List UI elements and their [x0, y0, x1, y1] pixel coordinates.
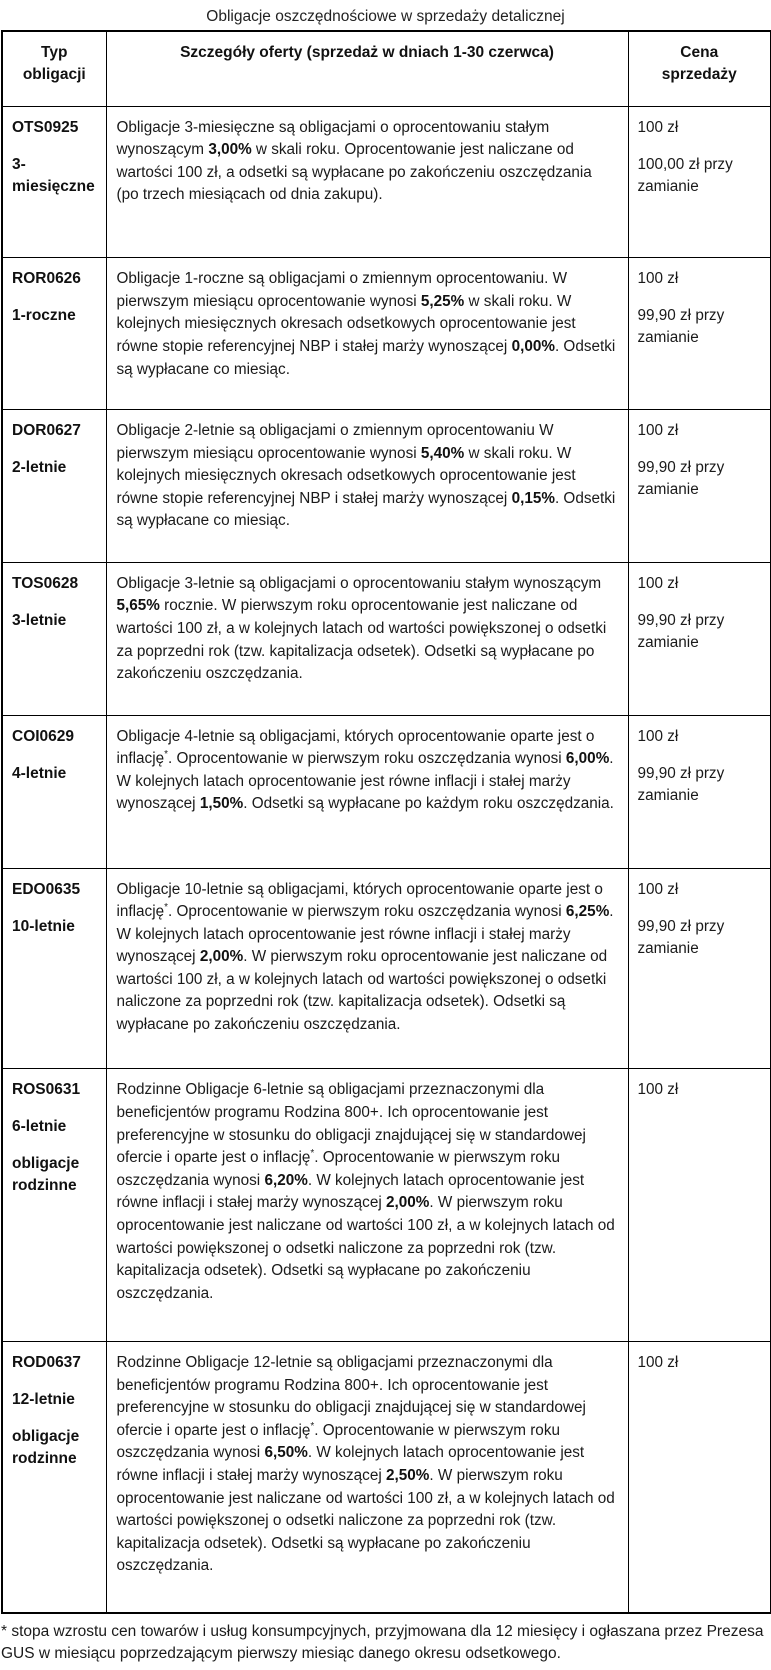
bond-type-cell: [2, 868, 106, 1069]
bond-code: EDO0635: [12, 880, 81, 898]
sale-price: 100 zł: [637, 574, 679, 592]
offer-description: [117, 268, 618, 381]
description-text: . Oprocentowanie w pierwszym roku oszczędzania wynosi: [116, 1421, 560, 1462]
sale-price: 100 zł: [637, 422, 679, 440]
sale-price: 100 zł: [637, 1081, 679, 1099]
bond-code: TOS0628: [12, 574, 79, 592]
header-type-line2: obligacji: [22, 66, 86, 83]
description-text: Obligacje 1-roczne są obligacjami o zmiennym oprocentowaniu. W pierwszym miesiącu oprocentowanie wynosi: [116, 270, 568, 310]
description-text: . W kolejnych latach oprocentowanie jest równe inflacji i stałej marży wynoszącej: [116, 1171, 585, 1212]
price-cell: [628, 410, 771, 563]
description-text: Obligacje 10-letnie są obligacjami, których oprocentowanie oparte jest o inflację: [116, 880, 603, 921]
swap-price: 100,00 zł przy zamianie: [637, 155, 733, 195]
description-text: . Odsetki są wypłacane co miesiąc.: [116, 338, 616, 378]
description-text: w skali roku. W kolejnych miesięcznych okresach odsetkowych oprocentowanie jest równe stopie referencyjnej NBP i stałej marży wynoszącej: [116, 292, 576, 356]
swap-price: 99,90 zł przy zamianie: [637, 917, 725, 957]
sale-price: 100 zł: [637, 727, 679, 745]
rate-value: 6,25%: [565, 903, 610, 921]
description-text: . W pierwszym roku oprocentowanie jest naliczane od wartości 100 zł, a w kolejnych latach od wartości powiększonej o odsetki naliczone za poprzedni rok (tzw. kapitalizacja odsetek). Odsetki są wypłacane po zakończeniu oszczędzania.: [116, 1194, 615, 1302]
description-text: Rodzinne Obligacje 12-letnie są obligacjami przeznaczonymi dla beneficjentów programu Rodzina 800+. Ich oprocentowanie jest preferencyjne w stosunku do obligacji znajdującej się w standardowej ofercie i oparte jest o inflację: [116, 1353, 586, 1439]
bond-term: 2-letnie: [12, 459, 67, 477]
description-text: . Odsetki są wypłacane po każdym roku oszczędzania.: [243, 795, 614, 813]
offer-details-cell: [106, 1069, 628, 1342]
bonds-table: [1, 30, 771, 1614]
bond-type-cell: [2, 258, 106, 410]
table-row: [2, 258, 771, 410]
bond-type-cell: [2, 562, 106, 715]
offer-description: [117, 573, 618, 686]
bond-term: 10-letnie: [12, 917, 75, 935]
price-cell: [628, 715, 771, 868]
description-text: . W pierwszym roku oprocentowanie jest naliczane od wartości 100 zł, a w kolejnych latach od wartości powiększonej o odsetki naliczone za poprzedni rok (tzw. kapitalizacja odsetek). Odsetki są wypłacane po zakończeniu oszczędzania.: [116, 1466, 615, 1575]
offer-details-cell: [106, 868, 628, 1069]
bond-type-cell: [2, 1341, 106, 1613]
header-bond-type: [2, 31, 106, 106]
footnote-marker: *: [310, 1420, 315, 1432]
price-cell: [628, 106, 771, 258]
description-text: . Oprocentowanie w pierwszym roku oszczędzania wynosi: [168, 903, 566, 921]
table-row: [2, 715, 771, 868]
bond-type-cell: [2, 410, 106, 563]
rate-value: 3,00%: [208, 141, 252, 159]
table-row: [2, 106, 771, 258]
sale-price: 100 zł: [637, 270, 679, 288]
sale-price: 100 zł: [637, 1353, 679, 1371]
rate-value: 0,00%: [511, 338, 555, 356]
bond-term: 3-letnie: [12, 611, 67, 629]
offer-details-cell: [106, 1341, 628, 1613]
description-text: . W kolejnych latach oprocentowanie jest równe inflacji i stałej marży wynoszącej: [116, 750, 614, 813]
sale-price: 100 zł: [637, 880, 679, 898]
bond-code: DOR0627: [12, 422, 81, 440]
offer-details-cell: [106, 562, 628, 715]
sale-price: 100 zł: [637, 118, 679, 136]
offer-details-cell: [106, 258, 628, 410]
table-row: [2, 1069, 771, 1342]
header-type-line1: Typ: [41, 44, 68, 61]
description-text: Obligacje 3-letnie są obligacjami o oprocentowaniu stałym wynoszącym: [116, 574, 602, 592]
header-price: [628, 31, 771, 106]
bond-code: OTS0925: [12, 118, 79, 136]
bond-type-cell: [2, 106, 106, 258]
description-text: rocznie. W pierwszym roku oprocentowanie jest naliczane od wartości 100 zł, a w kolejnych latach od wartości powiększonej o odsetki za poprzedni rok (tzw. kapitalizacja odsetek). Odsetki są wypłacane po zakończeniu oszczędzania.: [116, 597, 607, 683]
price-cell: [628, 258, 771, 410]
rate-value: 2,00%: [386, 1194, 430, 1212]
header-price-line1: Cena: [680, 44, 719, 61]
rate-value: 1,50%: [199, 795, 244, 813]
header-details-text: Szczegóły oferty (sprzedaż w dniach 1-30 czerwca): [180, 44, 554, 61]
description-text: Obligacje 4-letnie są obligacjami, których oprocentowanie oparte jest o inflację: [116, 727, 595, 768]
rate-value: 0,15%: [511, 489, 555, 507]
swap-price: 99,90 zł przy zamianie: [637, 611, 725, 651]
footnote-marker: *: [310, 1148, 315, 1160]
header-row: [2, 31, 771, 106]
description-text: Obligacje 2-letnie są obligacjami o zmiennym oprocentowaniu W pierwszym miesiącu oprocentowanie wynosi: [116, 422, 554, 462]
rate-value: 5,65%: [116, 597, 160, 615]
rate-value: 5,40%: [420, 444, 465, 462]
description-text: . W pierwszym roku oprocentowanie jest naliczane od wartości 100 zł, a w kolejnych latach od wartości powiększonej o odsetki naliczone za poprzedni rok (tzw. kapitalizacja odsetek). Odsetki są wypłacane po zakończeniu oszczędzania.: [116, 948, 608, 1034]
bond-term: 1-roczne: [12, 307, 76, 325]
bond-term: 3-miesięczne: [12, 155, 95, 195]
rate-value: 6,00%: [565, 750, 610, 768]
table-row: [2, 868, 771, 1069]
price-cell: [628, 868, 771, 1069]
header-price-line2: sprzedaży: [661, 66, 737, 83]
bond-code: ROS0631: [12, 1081, 81, 1099]
header-offer-details: [106, 31, 628, 106]
bond-term: 4-letnie: [12, 764, 67, 782]
description-text: Obligacje 3-miesięczne są obligacjami o oprocentowaniu stałym wynoszącym: [116, 118, 550, 159]
description-text: . Odsetki są wypłacane co miesiąc.: [116, 489, 616, 530]
bond-term: 12-letnie: [12, 1390, 75, 1408]
table-caption: Obligacje oszczędnościowe w sprzedaży detalicznej: [206, 8, 565, 25]
swap-price: 99,90 zł przy zamianie: [637, 307, 725, 347]
price-cell: [628, 1341, 771, 1613]
footnote-marker: *: [164, 902, 169, 914]
bond-term: 6-letnie: [12, 1118, 67, 1136]
bond-code: ROR0626: [12, 270, 81, 288]
footnote: * stopa wzrostu cen towarów i usług konsumpcyjnych, przyjmowana dla 12 miesięcy i ogłaszana przez Prezesa GUS w miesiącu poprzedzającym pierwszy miesiąc danego okresu odsetkowego.: [1, 1623, 764, 1662]
offer-details-cell: [106, 106, 628, 258]
offer-description: [117, 117, 618, 207]
description-text: Rodzinne Obligacje 6-letnie są obligacjami przeznaczonymi dla beneficjentów programu Rodzina 800+. Ich oprocentowanie jest preferencyjne w stosunku do obligacji znajdującej się w standardowej ofercie i oparte jest o inflację: [116, 1081, 586, 1167]
bond-type-cell: [2, 1069, 106, 1342]
rate-value: 2,00%: [199, 948, 244, 966]
price-cell: [628, 1069, 771, 1342]
swap-price: 99,90 zł przy zamianie: [637, 459, 725, 499]
offer-description: [117, 1352, 618, 1578]
offer-details-cell: [106, 410, 628, 563]
bond-family-label: obligacje rodzinne: [12, 1155, 80, 1195]
description-text: . Oprocentowanie w pierwszym roku oszczędzania wynosi: [168, 750, 566, 768]
offer-description: [117, 726, 618, 816]
bond-code: ROD0637: [12, 1353, 81, 1371]
table-row: [2, 1341, 771, 1613]
offer-description: [117, 420, 618, 533]
footnote-marker: *: [164, 749, 169, 761]
swap-price: 99,90 zł przy zamianie: [637, 764, 725, 804]
description-text: w skali roku. W kolejnych miesięcznych okresach odsetkowych oprocentowanie jest równe stopie referencyjnej NBP i stałej marży wynoszącej: [116, 444, 576, 507]
rate-value: 6,20%: [264, 1171, 308, 1189]
description-text: . W kolejnych latach oprocentowanie jest równe inflacji i stałej marży wynoszącej: [116, 903, 614, 966]
offer-description: [117, 1079, 618, 1305]
offer-details-cell: [106, 715, 628, 868]
rate-value: 2,50%: [386, 1466, 430, 1484]
table-row: [2, 410, 771, 563]
bond-type-cell: [2, 715, 106, 868]
offer-description: [117, 879, 618, 1037]
price-cell: [628, 562, 771, 715]
rate-value: 5,25%: [420, 292, 465, 310]
description-text: . Oprocentowanie w pierwszym roku oszczędzania wynosi: [116, 1149, 560, 1189]
description-text: . W kolejnych latach oprocentowanie jest równe inflacji i stałej marży wynoszącej: [116, 1444, 585, 1484]
table-row: [2, 562, 771, 715]
description-text: w skali roku. Oprocentowanie jest naliczane od wartości 100 zł, a odsetki są wypłacane po zakończeniu oszczędzania (po trzech miesiącach od dnia zakupu).: [116, 141, 592, 204]
rate-value: 6,50%: [264, 1444, 308, 1462]
bond-code: COI0629: [12, 727, 75, 745]
bond-family-label: obligacje rodzinne: [12, 1427, 80, 1467]
